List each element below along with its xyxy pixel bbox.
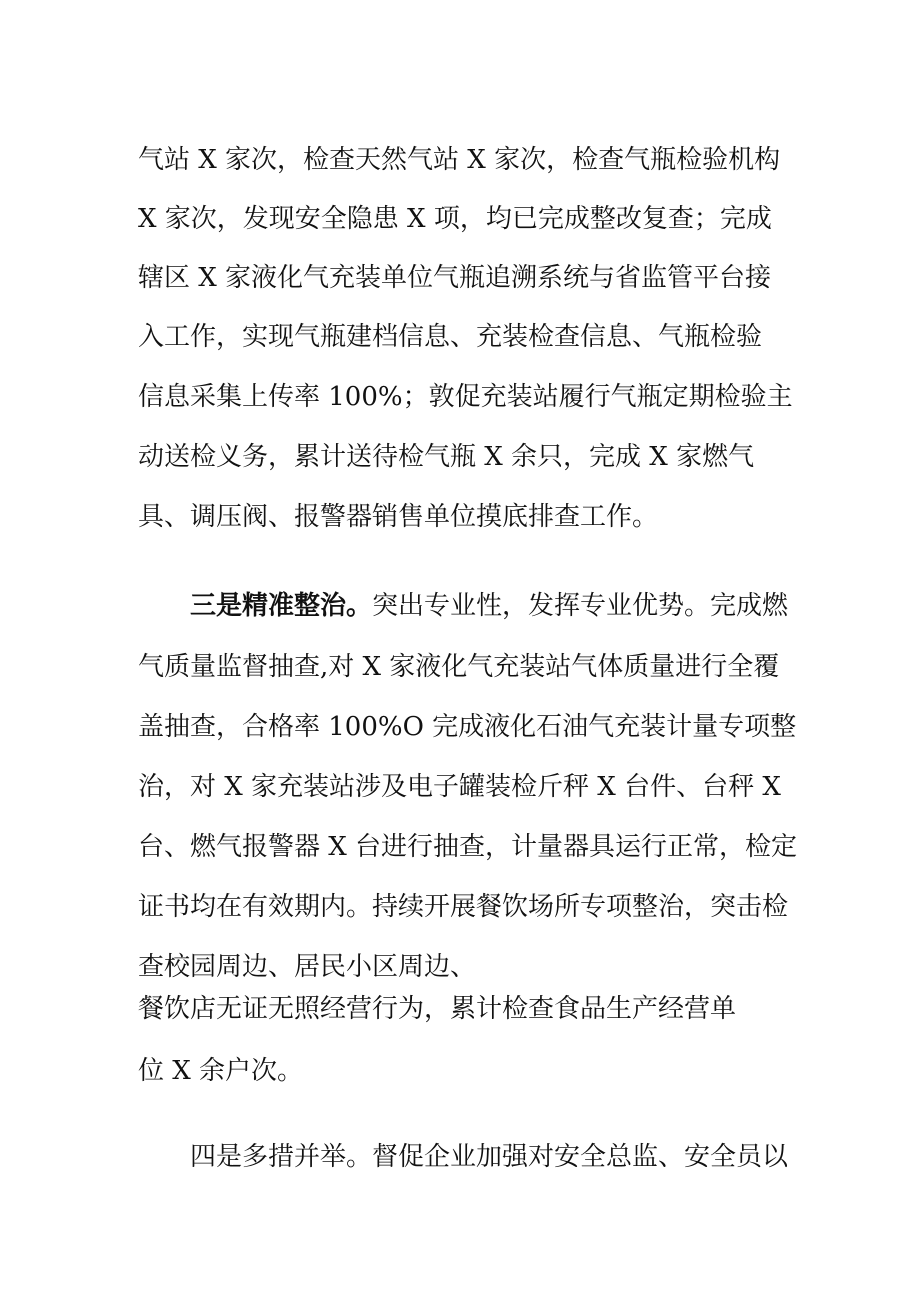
paragraph-heading: 三是精准整治。 (190, 591, 373, 621)
text-line: 位 X 余户次。 (138, 1056, 304, 1086)
text-line: 四是多措并举。督促企业加强对安全总监、安全员以 (190, 1142, 789, 1172)
text-line: 辖区 X 家液化气充装单位气瓶追溯系统与省监管平台接 (138, 263, 772, 293)
text-line: 动送检义务，累计送待检气瓶 X 余只，完成 X 家燃气 (138, 442, 755, 472)
text-line: 盖抽查，合格率 100%O 完成液化石油气充装计量专项整 (138, 712, 797, 742)
paragraph-text: 突出专业性，发挥专业优势。完成燃 (372, 591, 789, 621)
text-line: X 家次，发现安全隐患 X 项，均已完成整改复查；完成 (138, 204, 772, 234)
text-line: 治，对 X 家充装站涉及电子罐装检斤秤 X 台件、台秤 X (138, 772, 781, 802)
text-line: 具、调压阀、报警器销售单位摸底排查工作。 (138, 502, 659, 532)
text-line: 气站 X 家次，检查天然气站 X 家次，检查气瓶检验机构 (138, 145, 781, 175)
text-line: 入工作，实现气瓶建档信息、充装检查信息、气瓶检验 (138, 322, 763, 352)
text-line: 气质量监督抽查,对 X 家液化气充装站气体质量进行全覆 (138, 652, 780, 682)
text-line: 证书均在有效期内。持续开展餐饮场所专项整治，突击检 (138, 892, 789, 922)
text-line: 信息采集上传率 100%；敦促充装站履行气瓶定期检验主 (138, 382, 793, 412)
text-line: 查校园周边、居民小区周边、 (138, 952, 477, 982)
paragraph-first-line (190, 589, 788, 623)
text-line: 台、燃气报警器 X 台进行抽查，计量器具运行正常，检定 (138, 832, 798, 862)
text-line: 餐饮店无证无照经营行为，累计检查食品生产经营单 (138, 994, 737, 1024)
